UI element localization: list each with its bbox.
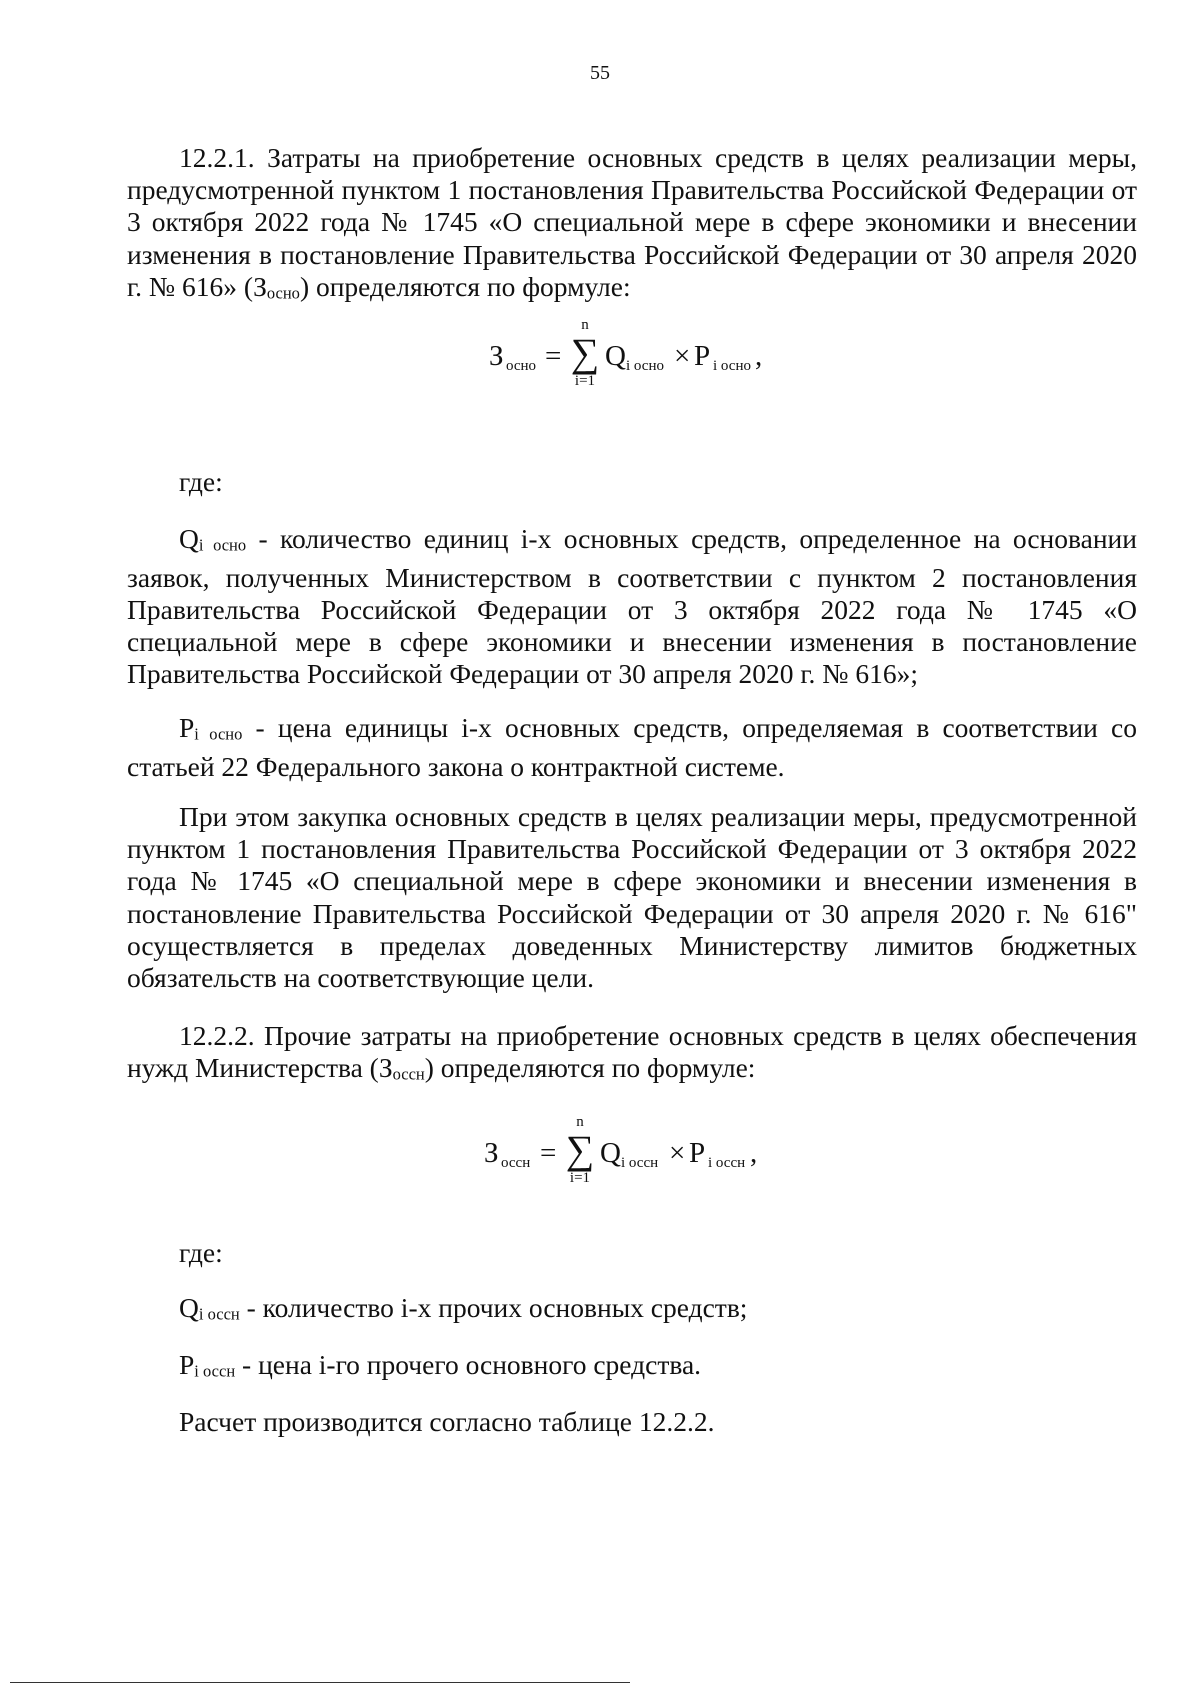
formula-p-sub: i осно	[713, 358, 751, 374]
definition-p-ossn-sub: i оссн	[194, 1361, 236, 1381]
formula-p-sub: i оссн	[708, 1155, 746, 1171]
paragraph-12-2-1	[127, 142, 1137, 309]
sum-operator	[568, 316, 602, 390]
formula-comma: ,	[755, 340, 763, 372]
definition-q-osno-text: - количество единиц i-х основных средств, определенное на основании заявок, полученных Министерством в соответствии с пунктом 2 постановления Правительства Российской Федерации от 3 октября 2022 года № 1745 «О специальной мере в сфере экономики и внесении изменения в постановление Правительства Российской Федерации от 30 апреля 2020 г. № 616»;	[127, 523, 1137, 690]
definition-p-ossn	[127, 1349, 1137, 1388]
formula-q-sub: i оссн	[621, 1155, 659, 1171]
formula-q-sub: i осно	[626, 358, 664, 374]
sum-sign: ∑	[570, 330, 600, 375]
formula-lhs: З	[484, 1137, 499, 1169]
definition-q-osno-sub: i осно	[198, 535, 247, 555]
definition-q-ossn-text: - количество i-х прочих основных средств;	[239, 1292, 748, 1323]
subscript-osno: осно	[266, 283, 300, 303]
sum-operator	[563, 1113, 597, 1187]
definition-q-ossn	[127, 1292, 1137, 1331]
definition-p-osno-sub: i осно	[194, 724, 243, 744]
formula-ossn	[484, 1114, 758, 1197]
sum-lower-limit: i=1	[569, 1170, 591, 1186]
paragraph-12-2-2-text: 12.2.2. Прочие затраты на приобретение основных средств в целях обеспечения нужд Министерства (З	[127, 1020, 1137, 1084]
definition-q-osno	[127, 523, 1137, 690]
formula-p: P	[689, 1137, 706, 1169]
definition-q-osno-symbol: Q	[179, 523, 199, 554]
definition-p-osno-symbol: P	[179, 712, 195, 743]
where-label-2: где:	[179, 1237, 223, 1268]
formula-osno	[489, 317, 763, 400]
sum-lower-limit: i=1	[574, 373, 596, 389]
formula-equals: =	[540, 1137, 557, 1169]
formula-comma: ,	[750, 1137, 758, 1169]
footer-rule	[10, 1682, 630, 1683]
definition-q-ossn-symbol: Q	[179, 1292, 199, 1323]
paragraph-12-2-1-tail: ) определяются по формуле:	[299, 270, 631, 302]
definition-p-osno-text: - цена единицы i-х основных средств, определяемая в соответствии со статьей 22 Федерального закона о контрактной системе.	[127, 712, 1137, 782]
sum-upper-limit: n	[581, 317, 589, 333]
paragraph-12-2-1-text: 12.2.1. Затраты на приобретение основных средств в целях реализации меры, предусмотренной пунктом 1 постановления Правительства Российской Федерации от 3 октября 2022 года № 1745 «О специальной мере в сфере экономики и внесении изменения в постановление Правительства Российской Федерации от 30 апреля 2020 г. № 616» (З	[127, 142, 1137, 302]
paragraph-procurement-note: При этом закупка основных средств в целях реализации меры, предусмотренной пунктом 1 постановления Правительства Российской Федерации от 3 октября 2022 года № 1745 «О специальной мере в сфере экономики и внесении изменения в постановление Правительства Российской Федерации от 30 апреля 2020 г. № 616" осуществляется в пределах доведенных Министерству лимитов бюджетных обязательств на соответствующие цели.	[127, 801, 1137, 994]
definition-p-ossn-symbol: P	[179, 1349, 195, 1380]
where-label-1: где:	[179, 466, 223, 497]
sum-sign: ∑	[565, 1127, 595, 1172]
paragraph-12-2-2	[127, 1020, 1137, 1091]
page-number: 55	[590, 62, 610, 84]
formula-lhs: З	[489, 340, 504, 372]
formula-equals: =	[545, 340, 562, 372]
definition-q-ossn-sub: i оссн	[198, 1304, 240, 1324]
formula-times: ×	[669, 1137, 686, 1169]
formula-q: Q	[605, 340, 626, 372]
formula-p: P	[694, 340, 711, 372]
calculation-note: Расчет производится согласно таблице 12.2.2.	[179, 1406, 715, 1437]
sum-upper-limit: n	[576, 1114, 584, 1130]
formula-q: Q	[600, 1137, 621, 1169]
paragraph-12-2-2-tail: ) определяются по формуле:	[424, 1052, 756, 1084]
definition-p-osno	[127, 712, 1137, 783]
formula-lhs-sub: осно	[506, 358, 537, 374]
definition-p-ossn-text: - цена i-го прочего основного средства.	[235, 1349, 702, 1380]
subscript-ossn: оссн	[392, 1064, 425, 1084]
formula-times: ×	[674, 340, 691, 372]
formula-lhs-sub: оссн	[501, 1155, 531, 1171]
